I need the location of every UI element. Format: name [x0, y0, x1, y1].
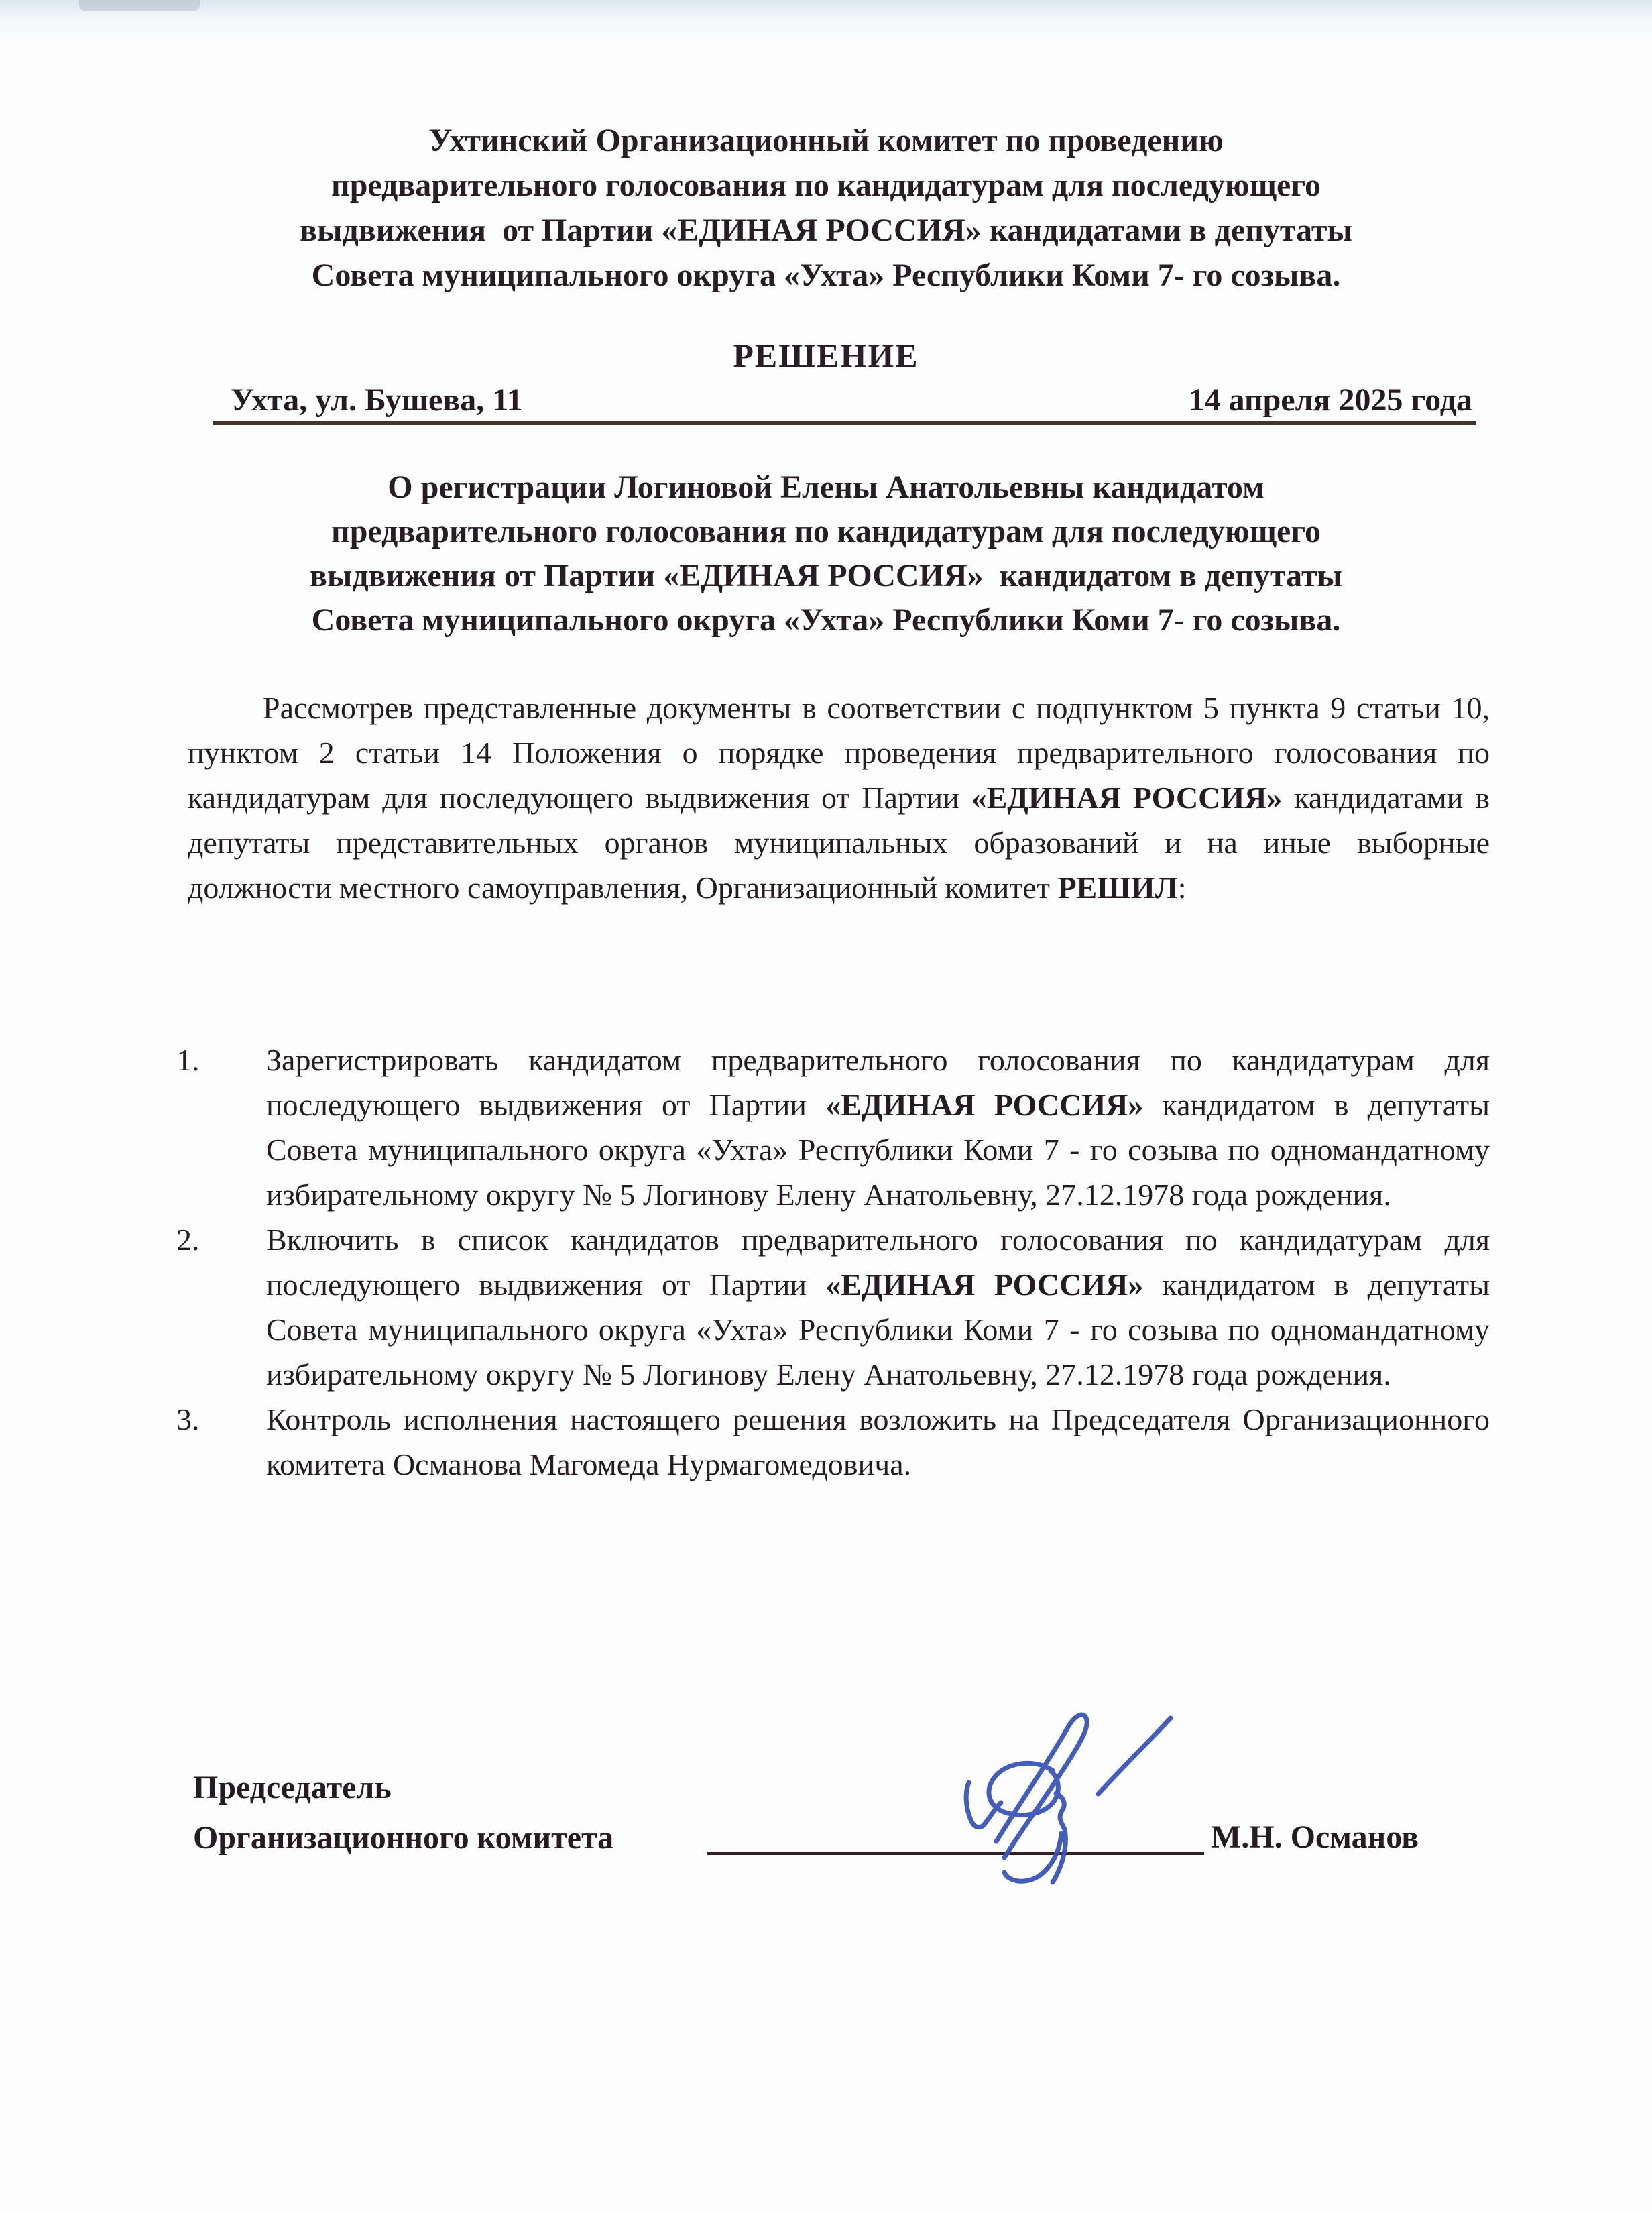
signature-role-line: Организационного комитета — [193, 1820, 614, 1856]
subject-line: О регистрации Логиновой Елены Анатольевны кандидатом — [388, 469, 1264, 505]
header-line: Ухтинский Организационный комитет по проведению — [428, 123, 1224, 158]
body-text: : — [1177, 870, 1187, 905]
signatory-name: М.Н. Османов — [1211, 1819, 1419, 1855]
decision-title: РЕШЕНИЕ — [733, 337, 919, 374]
list-item-2 — [176, 1217, 1498, 1397]
place-text: Ухта, ул. Бушева, 11 — [231, 382, 523, 418]
item-number: 3. — [176, 1402, 200, 1436]
item-text: Контроль исполнения настоящего решения возложить на Председателя Организационного комитета Османова Магомеда Нурмагомедовича. — [266, 1402, 1498, 1481]
party-name-bold: «ЕДИНАЯ РОССИЯ» — [825, 1267, 1144, 1302]
scan-smudge-artifact — [79, 0, 200, 11]
list-item-3 — [176, 1397, 1498, 1487]
signature-role — [193, 1762, 613, 1863]
decision-subject — [191, 465, 1461, 642]
item-text: Включить в список кандидатов предварительного голосования по кандидатурам для последующего выдвижения от Партии — [266, 1223, 1498, 1302]
party-name-bold: «ЕДИНАЯ РОССИЯ» — [825, 1088, 1144, 1122]
header-line: предварительного голосования по кандидатурам для последующего — [331, 168, 1321, 203]
signature-ink — [947, 1691, 1188, 1899]
scan-edge-artifact — [0, 0, 1652, 47]
signature-role-line: Председатель — [193, 1770, 392, 1805]
body-paragraph — [188, 685, 1498, 910]
header-line: выдвижения от Партии «ЕДИНАЯ РОССИЯ» кандидатами в депутаты — [300, 213, 1352, 248]
body-text: кандидатами в депутаты представительных органов муниципальных образований и на иные выборные должности местного самоуправления, Организационный комитет — [188, 781, 1498, 905]
committee-header — [191, 118, 1461, 298]
resolution-list — [176, 1037, 1498, 1487]
item-text: кандидатом в депутаты Совета муниципального округа «Ухта» Республики Коми 7 - го созыва по одномандатному избирательному округу № 5 Логинову Елену Анатольевну, 27.12.1978 года рождения. — [266, 1267, 1498, 1392]
item-number: 2. — [176, 1223, 200, 1257]
subject-line: предварительного голосования по кандидатурам для последующего — [331, 514, 1321, 549]
subject-line: Совета муниципального округа «Ухта» Республики Коми 7- го созыва. — [311, 602, 1341, 638]
subject-line: выдвижения от Партии «ЕДИНАЯ РОССИЯ» кандидатом в депутаты — [309, 558, 1342, 593]
place-date-row — [213, 381, 1476, 425]
party-name-bold: «ЕДИНАЯ РОССИЯ» — [971, 781, 1283, 815]
body-text: Рассмотрев представленные документы в соответствии с подпунктом 5 пункта 9 статьи 10, пунктом 2 статьи 14 Положения о порядке проведения предварительного голосования по кандидатурам для последующего выдвижения от Партии — [188, 691, 1498, 815]
item-text: кандидатом в депутаты Совета муниципального округа «Ухта» Республики Коми 7 - го созыва по одномандатному избирательному округу № 5 Логинову Елену Анатольевну, 27.12.1978 года рождения. — [266, 1088, 1498, 1212]
item-text: Зарегистрировать кандидатом предварительного голосования по кандидатурам для последующего выдвижения от Партии — [266, 1043, 1498, 1122]
date-text: 14 апреля 2025 года — [1188, 382, 1472, 418]
resolved-word-bold: РЕШИЛ — [1057, 870, 1178, 905]
item-number: 1. — [176, 1043, 200, 1077]
header-line: Совета муниципального округа «Ухта» Республики Коми 7- го созыва. — [311, 258, 1341, 293]
list-item-1 — [176, 1037, 1498, 1217]
